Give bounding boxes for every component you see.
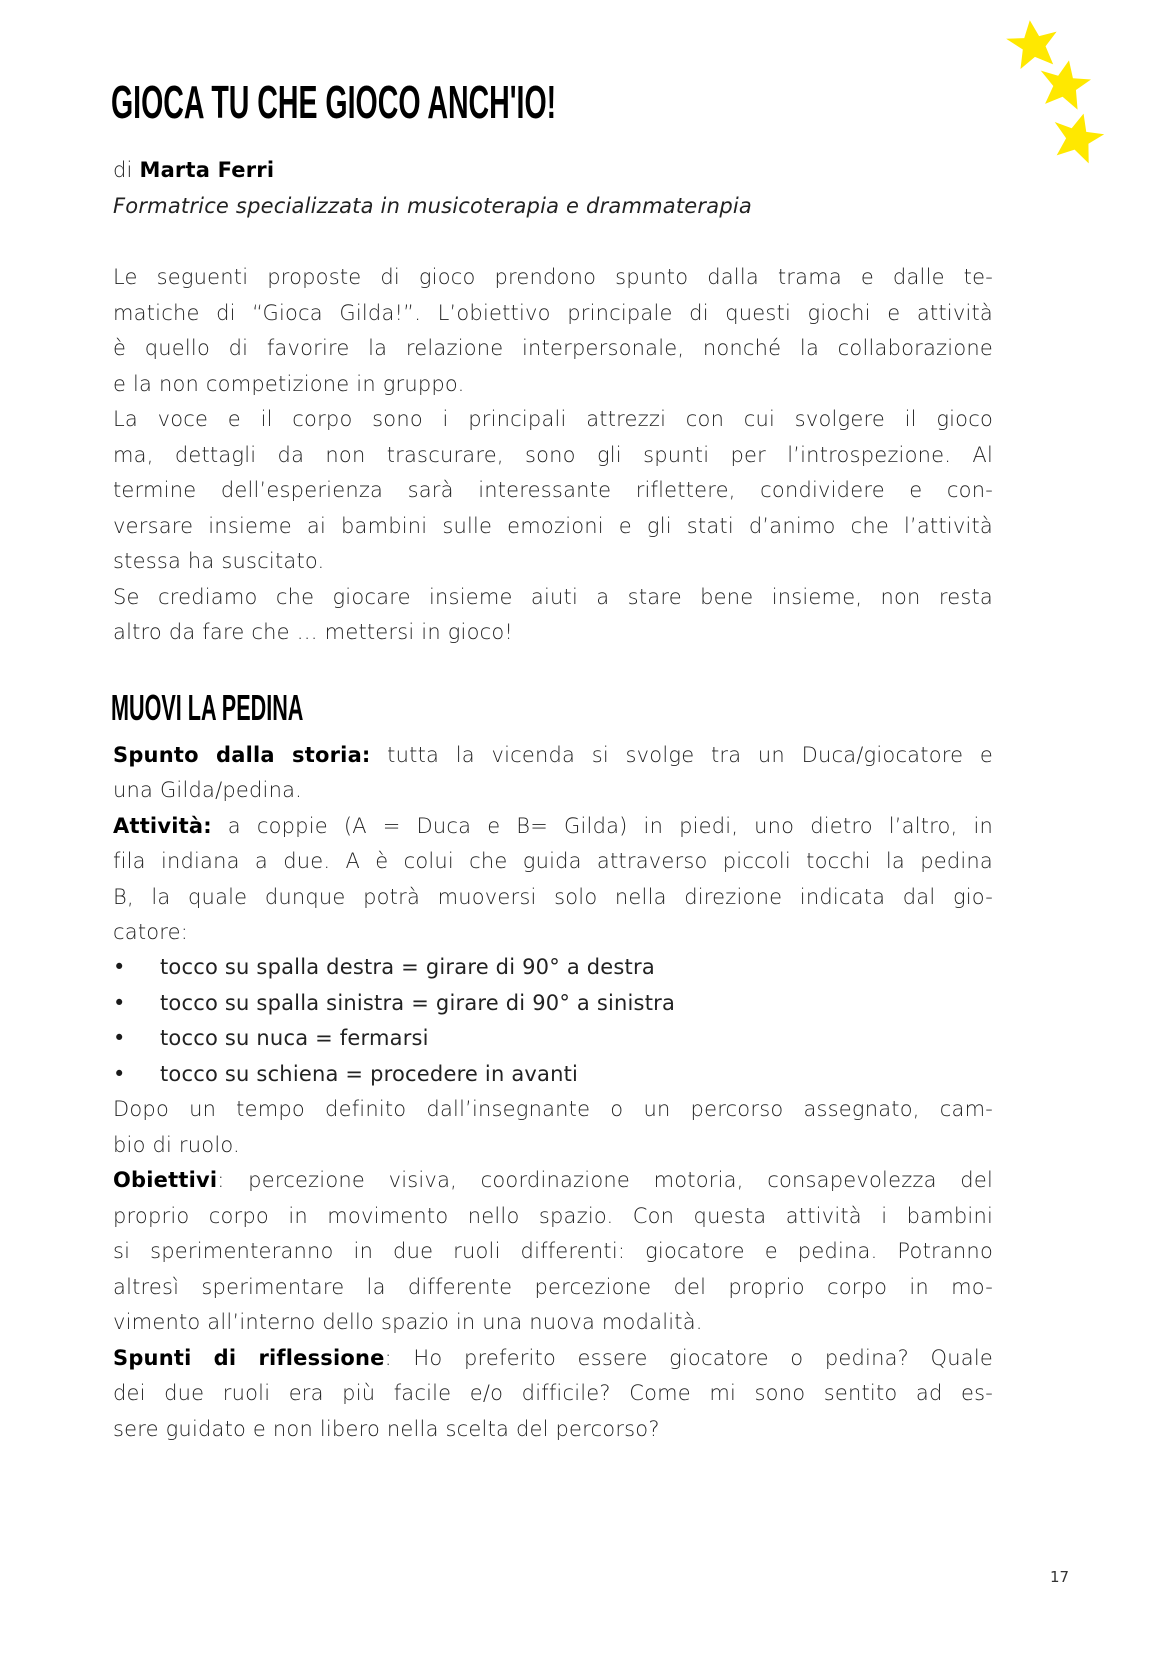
stars-decoration [995,15,1160,165]
attivita-line: catore: [113,920,189,944]
obiettivi-line: altresì sperimentare la differente percezione del proprio corpo in mo- [113,1275,993,1299]
intro-line: versare insieme ai bambini sulle emozioni e gli stati d’animo che l’attività [113,514,993,538]
spunto-line [113,740,993,770]
bullet-icon: • [113,955,126,979]
spunto-line: una Gilda/pedina. [113,778,303,802]
star-icon [1004,17,1061,71]
attivita-line: fila indiana a due. A è colui che guida attraverso piccoli tocchi la pedina [113,849,993,873]
after-line: Dopo un tempo definito dall’insegnante o un percorso assegnato, cam- [113,1097,993,1121]
riflessione-line: sere guidato e non libero nella scelta del percorso? [113,1417,660,1441]
attivita-line: B, la quale dunque potrà muoversi solo nella direzione indicata dal gio- [113,885,993,909]
obiettivi-line: proprio corpo in movimento nello spazio. Con questa attività i bambini [113,1204,993,1228]
obiettivi-line [113,1165,993,1195]
attivita-label: Attività: [113,814,212,838]
intro-line: matiche di “Gioca Gilda!”. L’obiettivo principale di questi giochi e attività [113,301,993,325]
bullet-icon: • [113,991,126,1015]
riflessione-label: Spunti di riflessione [113,1346,385,1370]
intro-line: è quello di favorire la relazione interpersonale, nonché la collaborazione [113,336,993,360]
byline [113,155,993,185]
obiettivi-line: vimento all’interno dello spazio in una nuova modalità. [113,1310,703,1334]
riflessione-line: dei due ruoli era più facile e/o difficile? Come mi sono sentito ad es- [113,1381,993,1405]
page-title: GIOCA TU CHE GIOCO ANCH'IO! [111,76,557,128]
author-role: Formatrice specializzata in musicoterapia e drammaterapia [113,194,752,218]
list-item: tocco su nuca = fermarsi [160,1026,429,1050]
intro-line: Le seguenti proposte di gioco prendono spunto dalla trama e dalle te- [113,265,993,289]
star-icon [1035,56,1093,111]
intro-line: Se crediamo che giocare insieme aiuti a stare bene insieme, non resta [113,585,993,609]
intro-line: stessa ha suscitato. [113,549,325,573]
obiettivi-text: : percezione visiva, coordinazione motoria, consapevolezza del [217,1168,993,1192]
obiettivi-label: Obiettivi [113,1168,218,1192]
intro-line: ma, dettagli da non trascurare, sono gli spunti per l’introspezione. Al [113,443,993,467]
riflessione-line [113,1343,993,1373]
page-number: 17 [1050,1568,1070,1586]
list-item: tocco su schiena = procedere in avanti [160,1062,579,1086]
section-heading: MUOVI LA PEDINA [111,687,304,728]
bullet-icon: • [113,1062,126,1086]
star-icon [1047,107,1108,165]
spunto-label: Spunto dalla storia: [113,743,371,767]
intro-line: altro da fare che … mettersi in gioco! [113,620,514,644]
riflessione-text: : Ho preferito essere giocatore o pedina? Quale [384,1346,993,1370]
list-item: tocco su spalla destra = girare di 90° a destra [160,955,655,979]
spunto-text: tutta la vicenda si svolge tra un Duca/giocatore e [370,743,993,767]
obiettivi-line: si sperimenteranno in due ruoli differenti: giocatore e pedina. Potranno [113,1239,993,1263]
author-name: Marta Ferri [139,158,275,182]
intro-line: La voce e il corpo sono i principali attrezzi con cui svolgere il gioco [113,407,993,431]
intro-line: e la non competizione in gruppo. [113,372,465,396]
attivita-text: a coppie (A = Duca e B= Gilda) in piedi, uno dietro l’altro, in [211,814,993,838]
attivita-line [113,811,993,841]
intro-line: termine dell’esperienza sarà interessante riflettere, condividere e con- [113,478,993,502]
after-line: bio di ruolo. [113,1133,240,1157]
byline-prefix: di [113,158,133,182]
bullet-icon: • [113,1026,126,1050]
list-item: tocco su spalla sinistra = girare di 90° a sinistra [160,991,676,1015]
